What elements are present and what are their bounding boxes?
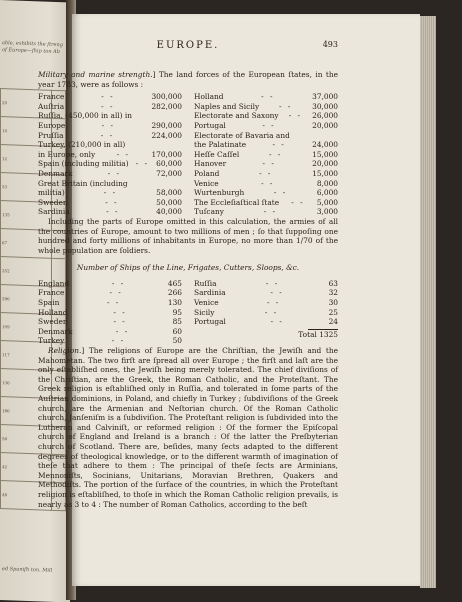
ships-total: Total 1325 xyxy=(298,329,338,339)
forces-right-row xyxy=(194,131,338,141)
ships-left-value: 95 xyxy=(172,307,182,317)
forces-right-value: 6,000 xyxy=(316,188,338,198)
leader-dashes: - - xyxy=(270,317,284,327)
left-table-cell: 42 xyxy=(1,453,52,483)
leader-dashes: - - xyxy=(106,298,121,308)
ships-right-name: Ruſſia xyxy=(194,278,217,288)
ships-right-value: 32 xyxy=(328,288,338,298)
forces-right-name: Portugal xyxy=(194,120,226,130)
forces-left-value: 300,000 xyxy=(151,92,182,102)
forces-right-name: Naples and Sicily xyxy=(194,101,260,111)
forces-left-value: 50,000 xyxy=(156,197,182,207)
forces-left-name: Turkey, (210,000 in all) xyxy=(38,140,126,150)
leader-dashes: - - xyxy=(103,188,118,198)
left-table-cell: 186 xyxy=(1,397,52,427)
forces-right-row xyxy=(194,92,338,102)
left-table-cell: 67 xyxy=(1,229,52,259)
leader-dashes: - - xyxy=(116,149,130,159)
forces-left-row xyxy=(38,169,182,179)
ships-left-row xyxy=(38,298,182,308)
forces-left-name: France xyxy=(38,92,65,102)
left-table-cell: 53 xyxy=(1,173,52,203)
forces-right-name: Heſſe Caſſel xyxy=(194,149,240,159)
ships-right-value: 30 xyxy=(328,298,338,308)
forces-right-name: Electorate and Saxony xyxy=(194,111,279,121)
forces-left-value: 170,000 xyxy=(151,149,182,159)
forces-right-name: Tuſcany xyxy=(194,207,224,217)
forces-left-row xyxy=(38,198,182,208)
forces-right-row xyxy=(194,169,338,179)
forces-left-name: militia) xyxy=(38,188,65,198)
forces-right-row xyxy=(194,121,338,131)
ships-left-value: 465 xyxy=(167,278,182,288)
leader-dashes: - - xyxy=(270,288,284,298)
ships-right-row xyxy=(194,288,338,298)
page-header xyxy=(38,40,338,54)
ships-left-name: Holland xyxy=(38,307,68,317)
forces-left-row xyxy=(38,140,182,150)
forces-right-name: Hanover xyxy=(194,159,227,169)
forces-right-value: 3,000 xyxy=(316,207,338,217)
forces-left-row xyxy=(38,102,182,112)
forces-left-name: Sweden xyxy=(38,197,68,207)
forces-left-name: Great Britain (including xyxy=(38,178,128,188)
forces-left-row xyxy=(38,207,182,217)
leader-dashes: - - xyxy=(101,120,116,130)
religion-label: Religion. xyxy=(48,346,82,356)
forces-left-value: 290,000 xyxy=(151,120,182,130)
left-table-cell: 135 xyxy=(1,201,52,231)
leader-dashes: - - xyxy=(107,168,121,178)
ships-right-name: Sardinia xyxy=(194,288,226,298)
page-title: EUROPE. xyxy=(156,40,220,51)
forces-right-name: Electorate of Bavaria and xyxy=(194,130,290,140)
ships-left-value: 266 xyxy=(167,288,182,298)
forces-left-value: 40,000 xyxy=(156,207,182,217)
forces-left-value: 58,000 xyxy=(156,188,182,198)
leader-dashes: - - xyxy=(100,130,115,140)
left-table-cell: 14 xyxy=(1,117,52,147)
ships-right-value: 24 xyxy=(328,317,338,327)
leader-dashes xyxy=(128,179,182,189)
leader-dashes: - - xyxy=(101,92,115,102)
forces-right-value: 26,000 xyxy=(312,111,338,121)
left-table-cell: 20 xyxy=(1,89,52,119)
leader-dashes: - - xyxy=(111,278,126,288)
forces-right-row xyxy=(194,198,338,208)
ships-right-value: 63 xyxy=(328,278,338,288)
forces-left-row xyxy=(38,150,182,160)
ships-left-name: Spain xyxy=(38,298,60,308)
forces-right-name: Holland xyxy=(194,92,224,102)
leader-dashes: - - xyxy=(261,178,275,188)
ships-left-row xyxy=(38,327,182,337)
religion-text: ] The religions of Europe are the Chriſtian, the Jewiſh and the Mahometan. The two firſt are ſpread all over Europe ; the firſt and laſt are the only eſtabliſhed ones, the Jewiſh being merely tolerated. The chief diviſions of the Chriſtian, are the Greek, the Roman Catholic, and the Proteſtant. The Greek religion is eſtabliſhed only in Ruſſia, and tolerated in ſome parts of the Auſtrian dominions, in Poland, and chiefly in Turkey ; ſubdiviſions of the Greek church, are the Armenian and Neſtorian church. Of the Roman Catholic church, Janſeniſm is a ſubdiviſion. The Proteſtant religion is ſubdivided into the Lutheran and Calviniſt, or reformed religion : Of the former the Epiſcopal church of England and Ireland is a branch : Of the latter the Preſbyterian church of Scotland. There are, beſides, many ſects adapted to the different degrees of theological knowledge, or to the different warmth of imagination of theſe that adhere to them : The principal of theſe ſects are Arminians, Mennoniſts, Socinians, Unitarians, Moravian Brethren, Quakers and Methodiſts. The portion of the ſurface of the countries, in which the Proteſtant religion is eſtabliſhed, to thoſe in which the Roman Catholic religion prevails, is nearly as 3 to 4 : The number of Roman Catholics, according to the beſt xyxy=(38,346,338,509)
leader-dashes: - - xyxy=(263,207,278,217)
forces-left-value: 224,000 xyxy=(151,130,182,140)
forces-right-value: 5,000 xyxy=(316,197,338,207)
forces-right-value: 37,000 xyxy=(312,92,338,102)
forces-left-row xyxy=(38,188,182,198)
forces-left-name: Ruſſia, (450,000 in all) in xyxy=(38,111,133,121)
forces-right-value: 20,000 xyxy=(312,120,338,130)
forces-right-name: Poland xyxy=(194,168,220,178)
forces-left-column xyxy=(38,92,182,217)
leader-dashes: - - xyxy=(291,197,305,207)
left-table-cell: 136 xyxy=(1,369,52,399)
forces-left-row xyxy=(38,111,182,121)
forces-left-row xyxy=(38,179,182,189)
forces-right-row xyxy=(194,179,338,189)
leader-dashes: - - xyxy=(272,140,286,150)
ships-right-name: Sicily xyxy=(194,307,215,317)
leader-dashes: - - xyxy=(269,149,283,159)
leader-dashes: - - xyxy=(265,278,280,288)
leader-dashes: - - xyxy=(113,317,127,327)
left-page-bottom-text: ed Spaniſh ton. Mill xyxy=(2,566,53,574)
ships-right-column xyxy=(194,279,338,346)
leader-dashes: - - xyxy=(135,159,150,169)
ships-left-name: England xyxy=(38,278,70,288)
leader-dashes: - - xyxy=(106,207,120,217)
forces-right-value: 20,000 xyxy=(312,159,338,169)
ships-right-row xyxy=(194,298,338,308)
ships-left-value: 85 xyxy=(172,317,182,327)
ships-table xyxy=(38,279,338,346)
left-table-cell: 117 xyxy=(1,341,52,371)
leader-dashes: - - xyxy=(273,188,288,198)
religion-paragraph xyxy=(38,346,338,509)
leader-dashes: - - xyxy=(115,326,130,336)
ships-left-name: Sweden xyxy=(38,317,68,327)
forces-right-value: 8,000 xyxy=(316,178,338,188)
left-table-cell: 48 xyxy=(1,481,52,511)
leader-dashes: - - xyxy=(111,336,126,346)
page-edges xyxy=(420,16,436,588)
left-table-cell: 12 xyxy=(1,145,52,175)
forces-left-name: Spain (including militia) xyxy=(38,159,129,169)
ships-left-row xyxy=(38,317,182,327)
ships-left-value: 130 xyxy=(167,298,182,308)
forces-right-row xyxy=(194,102,338,112)
forces-right-row xyxy=(194,188,338,198)
military-paragraph xyxy=(38,70,338,89)
forces-right-row xyxy=(194,150,338,160)
forces-right-name: Wurtenburgh xyxy=(194,188,245,198)
leader-dashes: - - xyxy=(264,307,279,317)
leader-dashes: - - xyxy=(266,298,281,308)
forces-left-name: Denmark xyxy=(38,168,73,178)
leader-dashes: - - xyxy=(262,120,276,130)
forces-left-name: Auſtria xyxy=(38,101,65,111)
leader-dashes: - - xyxy=(288,111,303,121)
forces-left-value: 60,000 xyxy=(156,159,182,169)
forces-left-name: Europe xyxy=(38,120,66,130)
leader-dashes: - - xyxy=(101,101,115,111)
ships-title: Number of Ships of the Line, Frigates, Cutters, Sloops, &c. xyxy=(76,263,300,273)
ships-right-name: Portugal xyxy=(194,317,226,327)
leader-dashes xyxy=(125,140,182,150)
forces-left-name: Sardinia xyxy=(38,207,70,217)
forces-right-value: 30,000 xyxy=(312,101,338,111)
forces-left-row xyxy=(38,131,182,141)
forces-left-value: 72,000 xyxy=(156,168,182,178)
leader-dashes xyxy=(290,131,338,141)
ships-left-row xyxy=(38,308,182,318)
forces-left-name: in Europe, only xyxy=(38,149,96,159)
forces-table xyxy=(38,92,338,217)
forces-right-value: 15,000 xyxy=(312,168,338,178)
population-paragraph: Including the parts of Europe omitted in this calculation, the armies of all the countries of Europe, amount to two millions of men ; ſo that ſuppoſing one hundred and forty millions of inhabitants in Europe, no more than 1/70 of the whole population are ſoldiers. xyxy=(38,216,338,255)
forces-right-row xyxy=(194,111,338,121)
forces-left-value: 282,000 xyxy=(151,101,182,111)
military-text: ] The land forces of the European ſtates, in the year 1783, were as follows : xyxy=(38,70,338,89)
left-table-cell: 296 xyxy=(1,285,52,315)
forces-right-row xyxy=(194,140,338,150)
forces-right-column xyxy=(194,92,338,217)
leader-dashes xyxy=(132,111,182,121)
forces-left-row xyxy=(38,121,182,131)
left-table-cell: 58 xyxy=(1,425,52,455)
leader-dashes: - - xyxy=(113,307,127,317)
left-table-cell: 252 xyxy=(1,257,52,287)
forces-right-name: Venice xyxy=(194,178,219,188)
leader-dashes: - - xyxy=(259,168,273,178)
ships-left-row xyxy=(38,279,182,289)
forces-left-row xyxy=(38,159,182,169)
ships-left-value: 60 xyxy=(172,326,182,336)
leader-dashes: - - xyxy=(261,92,275,102)
page-number: 493 xyxy=(322,40,338,49)
left-table-cell: 109 xyxy=(1,313,52,343)
forces-right-name: the Palatinate xyxy=(194,140,247,150)
page-content xyxy=(38,70,338,509)
leader-dashes: - - xyxy=(278,101,293,111)
ships-left-row xyxy=(38,336,182,346)
ships-right-value: 25 xyxy=(328,307,338,317)
ships-left-row xyxy=(38,288,182,298)
forces-right-value: 24,000 xyxy=(312,140,338,150)
forces-right-row xyxy=(194,207,338,217)
forces-left-row xyxy=(38,92,182,102)
leader-dashes: - - xyxy=(105,197,119,207)
ships-left-name: Turkey xyxy=(38,336,65,346)
leader-dashes: - - xyxy=(109,288,123,298)
leader-dashes: - - xyxy=(262,159,276,169)
forces-right-name: The Eccleſiaſtical ſtate xyxy=(194,197,280,207)
ships-left-name: Denmark xyxy=(38,326,73,336)
forces-left-name: Pruſſia xyxy=(38,130,64,140)
forces-right-row xyxy=(194,159,338,169)
ships-left-column xyxy=(38,279,182,346)
ships-right-name: Venice xyxy=(194,298,219,308)
ships-left-value: 50 xyxy=(172,336,182,346)
ships-left-name: France xyxy=(38,288,65,298)
forces-right-value: 15,000 xyxy=(312,149,338,159)
left-page-top-text: able, exhibits the ſtreng of Europe—ſhip ton Ab xyxy=(2,40,63,56)
ships-right-row xyxy=(194,279,338,289)
ships-right-row xyxy=(194,317,338,327)
ships-right-row xyxy=(194,308,338,318)
military-label: Military and marine strength. xyxy=(38,70,153,79)
